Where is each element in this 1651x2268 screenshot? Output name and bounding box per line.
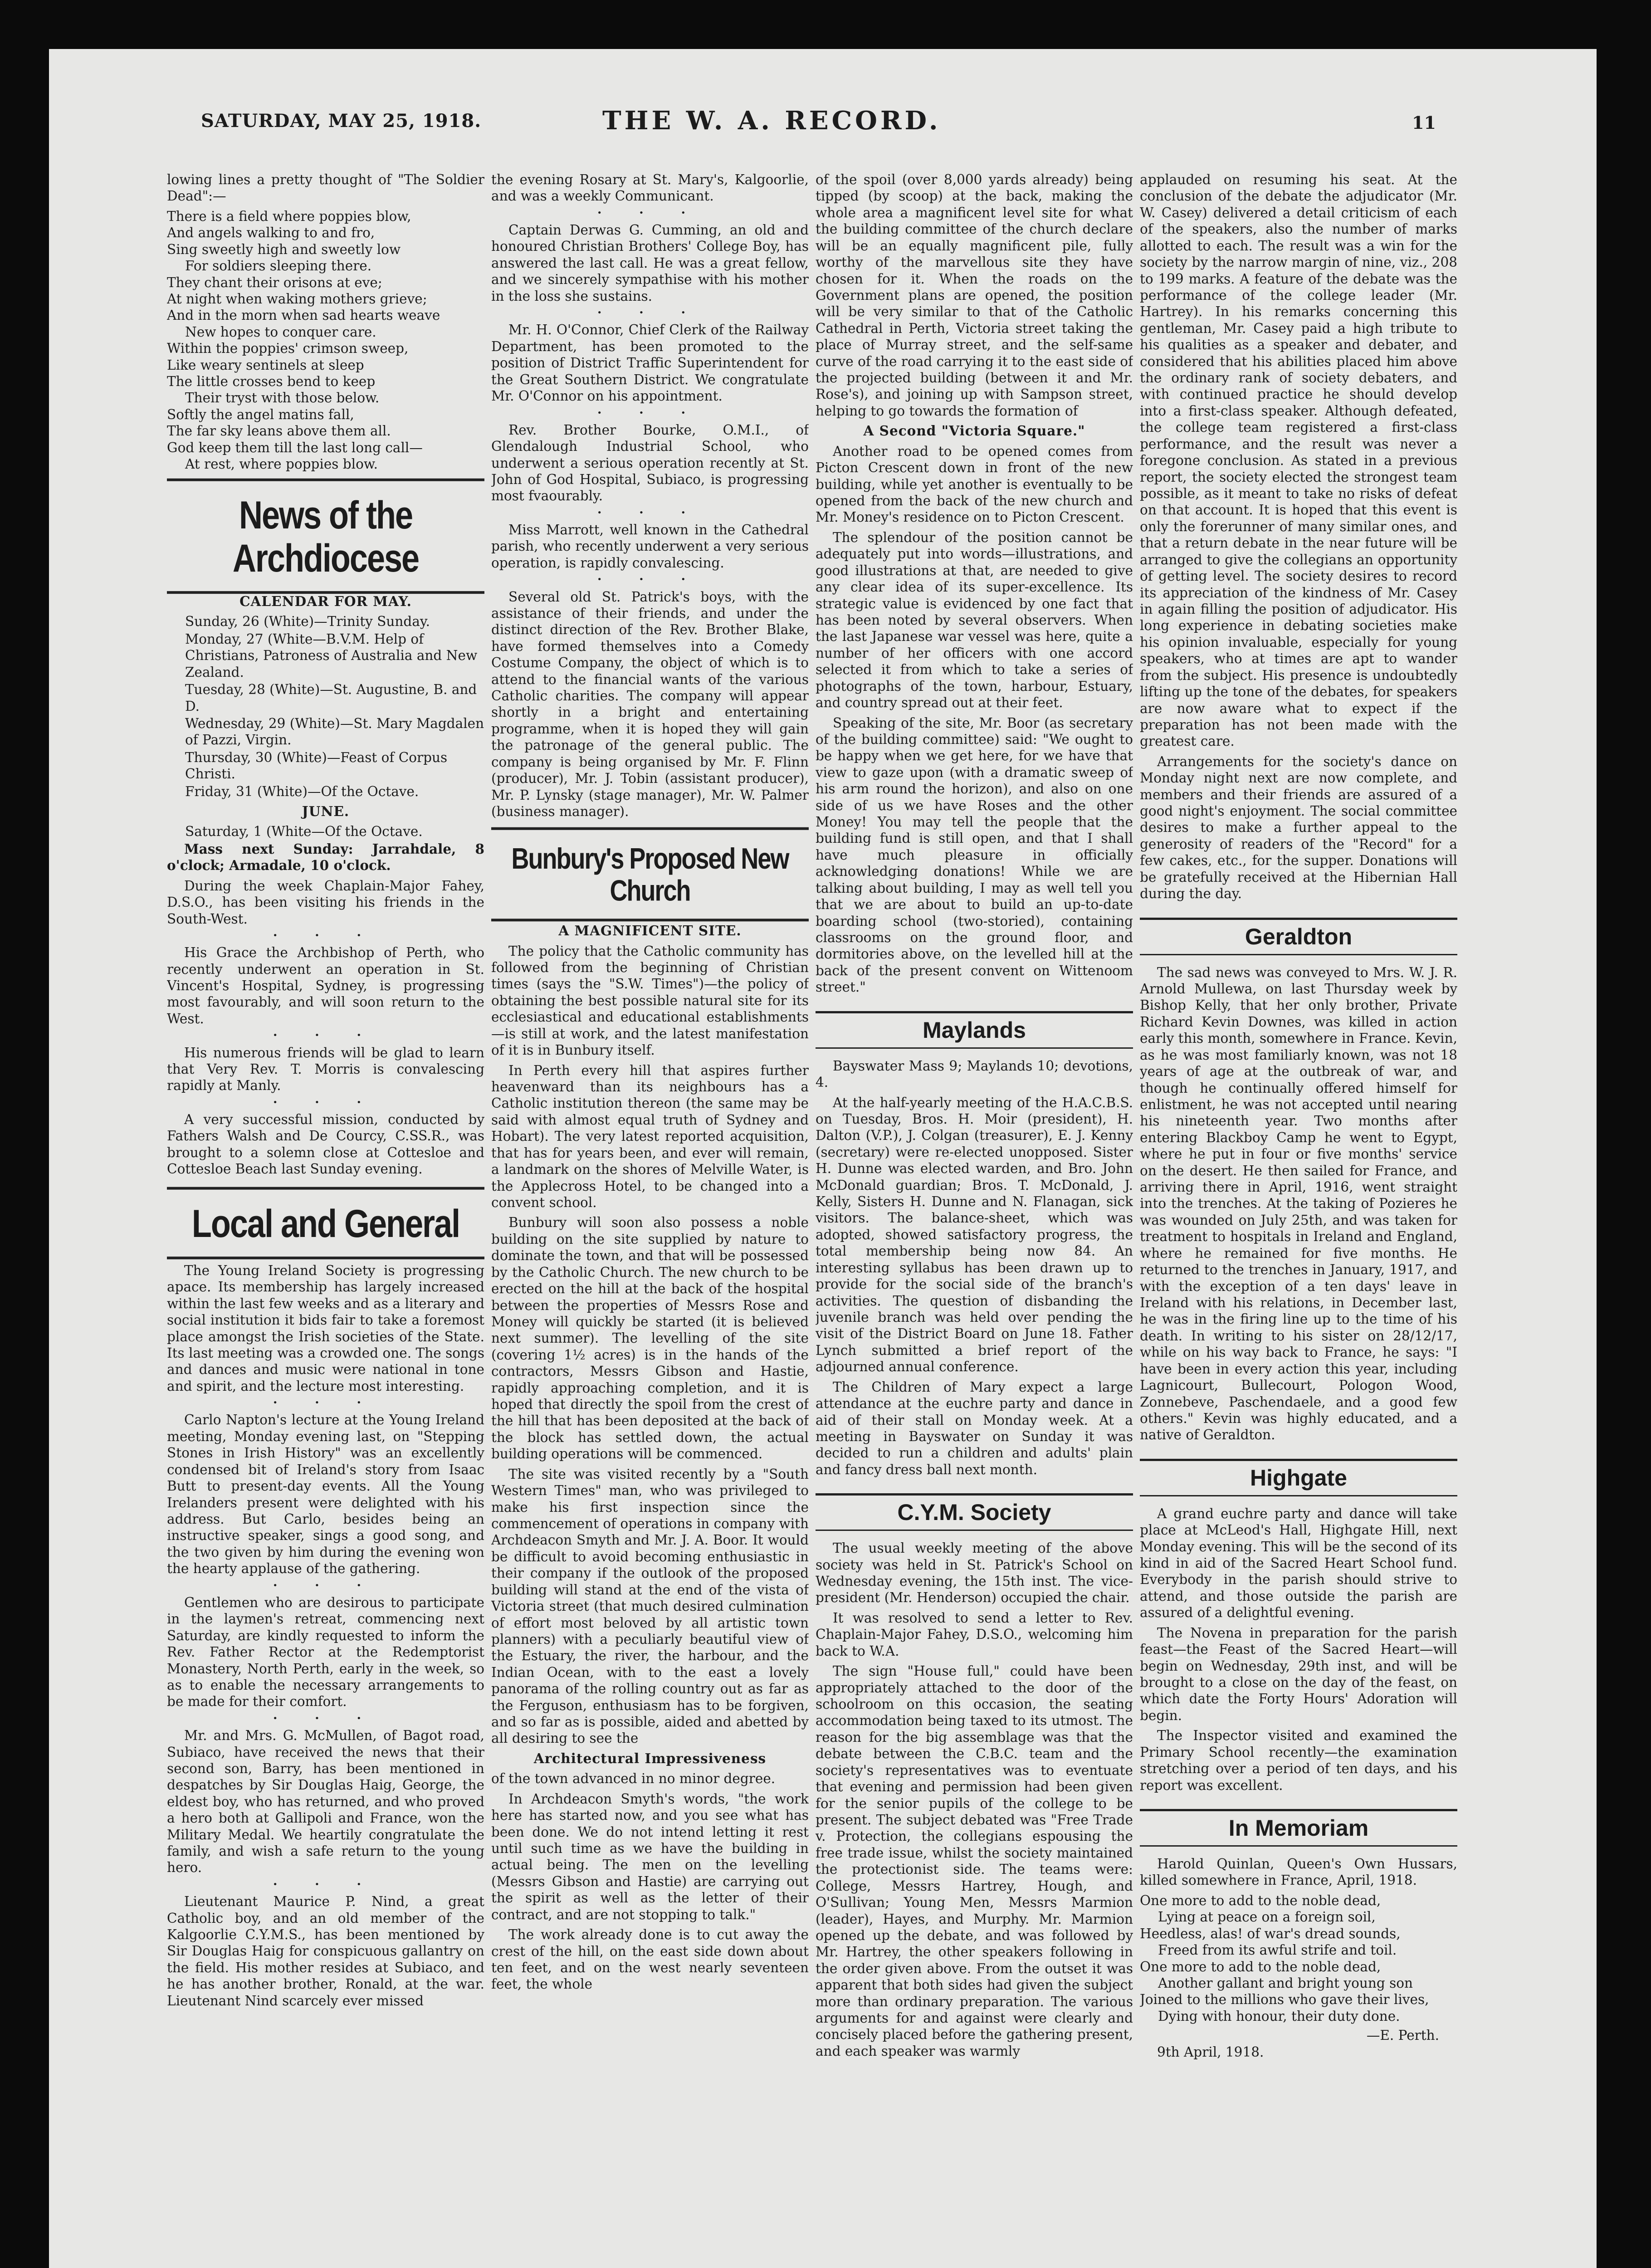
article-paragraph: In Archdeacon Smyth's words, "the work here has started now, and you see what has been done. We do not intend letting it rest until such time as we have the building in actual being. The men on the levelling (Messrs Gibson and Hastie) are carrying out the spirit as well as the letter of their contract, and are not stopping to talk." <box>491 1791 809 1922</box>
column-1 <box>167 171 484 2268</box>
separator-stars: • • • <box>273 1713 379 1723</box>
news-item: During the week Chaplain-Major Fahey, D.S.O., has been visiting his friends in the South-West. <box>167 878 484 927</box>
calendar-entry: Saturday, 1 (White—Of the Octave. <box>185 824 423 840</box>
column-4 <box>1140 171 1457 2268</box>
memoriam-date: 9th April, 1918. <box>1157 2044 1264 2060</box>
news-item: A very successful mission, conducted by Fathers Walsh and De Courcy, C.SS.R., was brought to a solemn close at Cottesloe and Cottesloe Beach last Sunday evening. <box>167 1112 484 1177</box>
news-item: applauded on resuming his seat. At the conclusion of the debate the adjudicator (Mr. W. Casey) delivered a detail criticism of each of the speakers, also the number of marks allotted to each. The result was a win for the society by the narrow margin of nine, viz., 208 to 199 marks. A feature of the debate was the performance of the college leader (Mr. Hartrey). In his remarks concerning this gentleman, Mr. Casey paid a high tribute to his qualities as a speaker and debater, and considered that his abilities placed him above the ordinary rank of society debaters, and with continued practice he should develop into a first-class speaker. Although defeated, the college team registered a first-class performance, and the result was never a foregone conclusion. As stated in a previous report, the society elected the strongest team possible, as it meant to take no risks of defeat on that account. It is hoped that this event is only the forerunner of many similar ones, and that a return debate in the near future will be arranged to give the collegians an opportunity of getting level. The society desires to record its appreciation of the kindness of Mr. Casey in again filling the position of adjudicator. His long experience in debating societies make his opinion invaluable, especially for young speakers, who at times are apt to wander from the subject. His presence is undoubtedly lifting up the tone of the debates, for speakers are now aware what to expect if the preparation has not been made with the greatest care. <box>1140 172 1457 749</box>
news-item: Miss Marrott, well known in the Cathedral parish, who recently underwent a very serious operation, is rapidly convalescing. <box>491 522 809 571</box>
news-item: The usual weekly meeting of the above society was held in St. Patrick's School on Wednesday evening, the 15th inst. The vice-president (Mr. Henderson) occupied the chair. <box>816 1540 1133 1606</box>
news-item: Mr. H. O'Connor, Chief Clerk of the Railway Department, has been promoted to the position of District Traffic Superintendent for the Great Southern District. We congratulate Mr. O'Connor on his appointment. <box>491 322 809 404</box>
section-heading-geraldton: Geraldton <box>1140 918 1457 955</box>
poem-line: Softly the angel matins fall, <box>167 406 354 422</box>
poem-line: Within the poppies' crimson sweep, <box>167 341 409 357</box>
column-2 <box>491 171 809 2268</box>
june-heading: JUNE. <box>302 803 350 820</box>
june-list <box>167 823 484 840</box>
calendar-entry: Thursday, 30 (White)—Feast of Corpus Christi. <box>185 749 448 782</box>
poem-line: Their tryst with those below. <box>185 390 380 406</box>
poem-line: The far sky leans above them all. <box>167 423 391 439</box>
column-3 <box>816 171 1133 2268</box>
mass-times: Mass next Sunday: Jarrahdale, 8 o'clock; Armadale, 10 o'clock. <box>167 841 484 874</box>
calendar-heading: CALENDAR FOR MAY. <box>239 593 412 609</box>
separator-stars: • • • <box>597 575 703 585</box>
article-paragraph: The splendour of the position cannot be adequately put into words—illustrations, and good illustrations at that, are needed to give any clear idea of its super-excellence. Its strategic value is evidenced by one fact that has been noted by several observers. When the last Japanese war vessel was here, quite a number of her officers with one accord selected it from which to take a series of photographs of the town, harbour, Estuary, and country spread out at their feet. <box>816 529 1133 711</box>
section-heading-local: Local and General <box>167 1187 484 1259</box>
subheading: A MAGNIFICENT SITE. <box>558 923 742 939</box>
section-heading-cym: C.Y.M. Society <box>816 1493 1133 1531</box>
separator-stars: • • • <box>273 1398 379 1408</box>
separator-stars: • • • <box>273 1097 379 1107</box>
poem-line: One more to add to the noble dead, <box>1140 1959 1381 1975</box>
page-number: 11 <box>1412 112 1436 133</box>
calendar-entry: Friday, 31 (White)—Of the Octave. <box>185 783 419 799</box>
news-item: Carlo Napton's lecture at the Young Ireland meeting, Monday evening last, on "Stepping Stones in Irish History" was an excellently condensed bit of Ireland's story from Isaac Butt to present-day events. All the Young Irelanders present were delighted with his address. But Carlo, besides being an instructive speaker, sings a good song, and the two given by him during the evening won the hearty applause of the gathering. <box>167 1412 484 1577</box>
news-item: Several old St. Patrick's boys, with the assistance of their friends, and under the distinct direction of the Rev. Brother Blake, have formed themselves into a Comedy Costume Company, the object of which is to attend to the financial wants of the various Catholic charities. The company will appear shortly in a bright and entertaining programme, when it is hoped they will gain the patronage of the general public. The company is being organised by Mr. F. Flinn (producer), Mr. J. Tobin (assistant producer), Mr. P. Lynsky (stage manager), Mr. W. Palmer (business manager). <box>491 589 809 820</box>
issue-date: SATURDAY, MAY 25, 1918. <box>201 110 482 132</box>
poem-line: Joined to the millions who gave their lives, <box>1140 1992 1429 2008</box>
news-item: The Young Ireland Society is progressing apace. Its membership has largely increased within the last few weeks and as a literary and social institution it bids fair to take a foremost place amongst the Irish societies of the State. Its last meeting was a crowded one. The songs and dances and music were national in tone and spirit, and the lecture most interesting. <box>167 1262 484 1394</box>
article-paragraph: In Perth every hill that aspires further heavenward than its neighbours has a Catholic institution thereon (the same may be said with almost equal truth of Sydney and Hobart). The very latest reported acquisition, that has for years been, and ever will remain, a landmark on the shores of Melville Water, is the Applecross Hotel, to be changed into a convent school. <box>491 1062 809 1210</box>
article-paragraph: Another road to be opened comes from Picton Crescent down in front of the new building, while yet another is eventually to be opened from the back of the new church and Mr. Money's residence on to Picton Crescent. <box>816 443 1133 525</box>
poem-intro: lowing lines a pretty thought of "The Soldier Dead":— <box>167 172 484 204</box>
news-item: The sign "House full," could have been appropriately attached to the door of the schoolroom on this occasion, the seating accommodation being taxed to its utmost. The reason for the big assemblage was that the debate between the C.B.C. team and the society's representatives was to eventuate that evening and permission had been given for the senior pupils of the college to be present. The subject debated was "Free Trade v. Protection, the collegians espousing the free trade issue, whilst the society maintained the protectionist side. The teams were: College, Messrs Hartrey, Hough, and O'Sullivan; Young Men, Messrs Marmion (leader), Hayes, and Murphy. Mr. Marmion opened up the debate, and was followed by Mr. Hartrey, the other speakers following in the order given above. From the outset it was apparent that both sides had given the subject more than ordinary preparation. The various arguments for and against were clearly and concisely placed before the gathering present, and each speaker was warmly <box>816 1663 1133 2059</box>
article-paragraph: Bunbury will soon also possess a noble building on the site supplied by nature to dominate the town, and that will be possessed by the Catholic Church. The new church to be erected on the hill at the back of the hospital between the properties of Messrs Rose and Money will quickly be started (it is believed next summer). The levelling of the site (covering 1½ acres) is in the hands of the contractors, Messrs Gibson and Hastie, rapidly approaching completion, and it is hoped that directly the spoil from the crest of the hill that has been deposited at the back of the block has settled down, the actual building operations will be commenced. <box>491 1215 809 1462</box>
article-paragraph: of the spoil (over 8,000 yards already) being tipped (by scoop) at the back, making the whole area a magnificent level site for what the building committee of the church declare will be an equally magnificent pile, fully worthy of the marvellous site they have chosen for it. When the roads on the Government plans are opened, the position will be very similar to that of the Catholic Cathedral in Perth, Victoria street taking the place of Murray street, and the self-same curve of the road carrying it to the east side of the projected building (between it and Mr. Rose's), and joining up with Sampson street, helping to go towards the formation of <box>816 172 1133 419</box>
section-heading-maylands: Maylands <box>816 1011 1133 1049</box>
poem-line: One more to add to the noble dead, <box>1140 1892 1381 1908</box>
soldier-dead-poem <box>167 208 484 473</box>
separator-stars: • • • <box>273 930 379 940</box>
article-paragraph: Speaking of the site, Mr. Boor (as secretary of the building committee) said: "We ought to be happy when we get here, for we have that view to gaze upon (with a dramatic sweep of his arm round the horizon), and also on one side of us we have Roses and the other Money! You may tell the people that the building fund is still open, and that I shall have much pleasure in officially acknowledging donations! While we are talking about building, I may as well tell you that we are about to build an up-to-date boarding school (two-storied), containing classrooms on the ground floor, and dormitories above, on the levelled hill at the back of the present convent on Wittenoom street." <box>816 715 1133 995</box>
section-heading-highgate: Highgate <box>1140 1459 1457 1496</box>
news-item: The sad news was conveyed to Mrs. W. J. R. Arnold Mullewa, on last Thursday week by Bishop Kelly, that her only brother, Private Richard Kevin Downes, was killed in action early this month, somewhere in France. Kevin, as he was most familiarly known, was not 18 years of age at the outbreak of war, and though he continually offered himself for enlistment, he was not accepted until nearing his nineteenth year. Two months after entering Blackboy Camp he went to Egypt, where he put in four or five months' service on the desert. He then sailed for France, and arriving there in April, 1916, went straight into the trenches. At the taking of Pozieres he was wounded on July 25th, and was taken for treatment to hospitals in Ireland and England, where he remained for five months. He returned to the trenches in January, 1917, and with the exception of a ten days' leave in Ireland with his relations, in December last, he was in the firing line up to the time of his death. In writing to his sister on 28/12/17, while on his way back to France, he says: "I have been in every action this year, including Lagnicourt, Bullecourt, Pologon Wood, Zonnebeve, Paschendaele, and a good few others." Kevin was highly educated, and a native of Geraldton. <box>1140 964 1457 1443</box>
poem-line: And in the morn when sad hearts weave <box>167 308 440 323</box>
news-item: A grand euchre party and dance will take place at McLeod's Hall, Highgate Hill, next Monday evening. This will be the second of its kind in aid of the Sacred Heart School fund. Everybody in the parish should strive to attend, and those outside the parish are assured of a delightful evening. <box>1140 1505 1457 1621</box>
calendar-entry: Wednesday, 29 (White)—St. Mary Magdalen of Pazzi, Virgin. <box>185 715 484 748</box>
news-item: Mr. and Mrs. G. McMullen, of Bagot road, Subiaco, have received the news that their second son, Barry, has been mentioned in despatches by Sir Douglas Haig, George, the eldest boy, who has returned, and who proved a hero both at Gallipoli and France, won the Military Medal. We heartily congratulate the family, and wish a safe return to the young hero. <box>167 1728 484 1876</box>
news-item: His Grace the Archbishop of Perth, who recently underwent an operation in St. Vincent's Hospital, Sydney, is progressing most favourably, and will soon return to the West. <box>167 945 484 1026</box>
poem-line: And angels walking to and fro, <box>167 225 375 241</box>
poem-line: Heedless, alas! of war's dread sounds, <box>1140 1926 1401 1941</box>
news-item: Lieutenant Maurice P. Nind, a great Catholic boy, and an old member of the Kalgoorlie C.Y.M.S., has been mentioned by Sir Douglas Haig for conspicuous gallantry on the field. His mother resides at Subiaco, and he has another brother, Ronald, at the war. Lieutenant Nind scarcely ever missed <box>167 1894 484 2009</box>
poem-line: New hopes to conquer care. <box>185 324 376 340</box>
separator-stars: • • • <box>597 408 703 418</box>
masthead <box>49 49 1597 153</box>
news-item: The Inspector visited and examined the Primary School recently—the examination stretching over a period of ten days, and his report was excellent. <box>1140 1728 1457 1793</box>
separator-stars: • • • <box>597 208 703 218</box>
news-item: Bayswater Mass 9; Maylands 10; devotions, 4. <box>816 1058 1133 1090</box>
news-item: Rev. Brother Bourke, O.M.I., of Glendalough Industrial School, who underwent a serious operation recently at St. John of God Hospital, Subiaco, is progressing most fvaourably. <box>491 422 809 504</box>
memoriam-poem <box>1140 1892 1457 2024</box>
memoriam-intro: Harold Quinlan, Queen's Own Hussars, killed somewhere in France, April, 1918. <box>1140 1856 1457 1888</box>
poem-line: Like weary sentinels at sleep <box>167 357 364 373</box>
poem-line: At rest, where poppies blow. <box>185 456 378 472</box>
news-item: Captain Derwas G. Cumming, an old and honoured Christian Brothers' College Boy, has answered the last call. He was a great fellow, and we sincerely sympathise with his mother in the loss she sustains. <box>491 222 809 304</box>
news-item: Gentlemen who are desirous to participate in the laymen's retreat, commencing next Saturday, are kindly requested to inform the Rev. Father Rector at the Redemptorist Monastery, North Perth, early in the week, so as to enable the necessary arrangements to be made for their comfort. <box>167 1594 484 1710</box>
calendar-list <box>167 613 484 800</box>
article-paragraph: The policy that the Catholic community has followed from the beginning of Christian times (says the "S.W. Times")—the policy of obtaining the best possible natural site for its ecclesiastical and educational establishments—is still at work, and the latest manifestation of it is in Bunbury itself. <box>491 943 809 1058</box>
article-paragraph: The work already done is to cut away the crest of the hill, on the east side down about ten feet, and on the west nearly seventeen feet, the whole <box>491 1927 809 1992</box>
news-item: Arrangements for the society's dance on Monday night next are now complete, and members and their friends are assured of a good night's enjoyment. The social committee desires to make a further appeal to the generosity of readers of the "Record" for a few cakes, etc., for the supper. Donations will be gratefully received at the Hibernian Hall during the day. <box>1140 753 1457 902</box>
calendar-entry: Sunday, 26 (White)—Trinity Sunday. <box>185 614 430 630</box>
poem-line: There is a field where poppies blow, <box>167 208 411 224</box>
poem-line: Dying with honour, their duty done. <box>1158 2008 1400 2024</box>
news-item: At the half-yearly meeting of the H.A.C.B.S. on Tuesday, Bros. H. Moir (president), H. Dalton (V.P.), J. Colgan (treasurer), E. J. Kenny (secretary) were re-elected unopposed. Sister H. Dunne was elected warden, and Bro. John McDonald guardian; Bros. T. McDonald, J. Kelly, Sisters H. Dunne and N. Flanagan, sick visitors. The balance-sheet, which was adopted, showed satisfactory progress, the total membership being now 84. An interesting syllabus has been drawn up to provide for the social side of the branch's activities. The question of disbanding the juvenile branch was held over pending the visit of the District Board on June 18. Father Lynch submitted a brief report of the adjourned annual conference. <box>816 1095 1133 1375</box>
separator-stars: • • • <box>273 1879 379 1889</box>
poem-line: Sing sweetly high and sweetly low <box>167 241 401 257</box>
section-heading-memoriam: In Memoriam <box>1140 1809 1457 1847</box>
poem-line: Another gallant and bright young son <box>1158 1975 1413 1991</box>
poem-line: At night when waking mothers grieve; <box>167 291 427 307</box>
poem-line: The little crosses bend to keep <box>167 374 376 390</box>
section-heading-bunbury: Bunbury's Proposed New Church <box>491 827 809 921</box>
news-item: It was resolved to send a letter to Rev. Chaplain-Major Fahey, D.S.O., welcoming him back to W.A. <box>816 1610 1133 1659</box>
article-paragraph: of the town advanced in no minor degree. <box>491 1771 776 1787</box>
poem-line: Lying at peace on a foreign soil, <box>1158 1909 1376 1925</box>
subheading: A Second "Victoria Square." <box>863 423 1085 439</box>
poem-line: Freed from its awful strife and toil. <box>1158 1942 1397 1958</box>
news-item: The Children of Mary expect a large attendance at the euchre party and dance in aid of their stall on Monday week. At a meeting in Bayswater on Sunday it was decided to run a children and adults' plain and fancy dress ball next month. <box>816 1379 1133 1477</box>
separator-stars: • • • <box>597 508 703 518</box>
section-heading-archdiocese: News of the Archdiocese <box>167 478 484 594</box>
newspaper-title: THE W. A. RECORD. <box>602 106 941 136</box>
poem-line: God keep them till the last long call— <box>167 440 423 455</box>
poem-line: For soldiers sleeping there. <box>185 258 372 274</box>
calendar-entry: Tuesday, 28 (White)—St. Augustine, B. and D. <box>185 682 477 714</box>
news-item: The Novena in preparation for the parish feast—the Feast of the Sacred Heart—will begin on Wednesday, 29th inst, and will be brought to a close on the day of the feast, on which date the Forty Hours' Adoration will begin. <box>1140 1625 1457 1723</box>
news-item: the evening Rosary at St. Mary's, Kalgoorlie, and was a weekly Communicant. <box>491 172 809 204</box>
separator-stars: • • • <box>597 308 703 318</box>
separator-stars: • • • <box>273 1031 379 1041</box>
subheading: Architectural Impressiveness <box>533 1750 767 1766</box>
newspaper-page <box>49 49 1597 2268</box>
article-paragraph: The site was visited recently by a "South Western Times" man, who was privileged to make his first inspection since the commencement of operations in company with Archdeacon Smyth and Mr. J. A. Boor. It would be difficult to avoid becoming enthusiastic in their company if the outlook of the proposed building will stand at the end of the vista of Victoria street (that much desired culmination of effort most beloved by all artistic town planners) with a peculiarly beautiful view of the Estuary, the river, the harbour, and the Indian Ocean, with to the east a lovely panorama of the rolling country out as far as the Ferguson, enthusiasm has to be forgiven, and so far as is possible, aided and abetted by all desiring to see the <box>491 1466 809 1746</box>
separator-stars: • • • <box>273 1580 379 1590</box>
news-item: His numerous friends will be glad to learn that Very Rev. T. Morris is convalescing rapidly at Manly. <box>167 1045 484 1094</box>
poem-line: They chant their orisons at eve; <box>167 274 382 290</box>
calendar-entry: Monday, 27 (White—B.V.M. Help of Christians, Patroness of Australia and New Zealand. <box>185 631 478 680</box>
memoriam-signature: —E. Perth. <box>1366 2028 1439 2043</box>
